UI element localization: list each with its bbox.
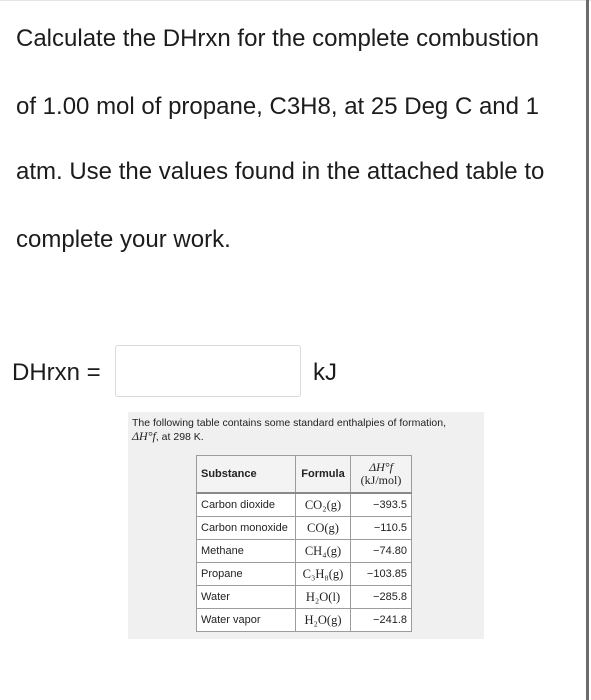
cell-substance: Water — [197, 586, 296, 609]
cell-value: −285.8 — [351, 586, 412, 609]
table-row — [197, 493, 412, 517]
table-row — [197, 540, 412, 563]
caption-line-1: The following table contains some standard enthalpies of formation, — [132, 417, 447, 429]
enthalpy-table-figure — [128, 412, 484, 639]
cell-value: −393.5 — [351, 493, 412, 517]
question-line-3: atm. Use the values found in the attached table to — [16, 158, 545, 185]
cell-formula: CH₄(g) — [296, 540, 351, 563]
caption-rest: , at 298 K. — [155, 431, 204, 443]
table-header-row — [197, 456, 412, 494]
cell-substance: Propane — [197, 563, 296, 586]
cell-substance: Carbon monoxide — [197, 517, 296, 540]
header-dh — [351, 456, 412, 494]
cell-formula: H₂O(l) — [296, 586, 351, 609]
answer-label: DHrxn = — [12, 359, 101, 386]
table-row — [197, 609, 412, 632]
cell-value: −74.80 — [351, 540, 412, 563]
cell-formula: CO(g) — [296, 517, 351, 540]
question-line-4: complete your work. — [16, 226, 231, 253]
cell-formula: C₃H₈(g) — [296, 563, 351, 586]
cell-value: −110.5 — [351, 517, 412, 540]
scrollbar-track[interactable] — [586, 0, 589, 700]
cell-value: −241.8 — [351, 609, 412, 632]
cell-substance: Water vapor — [197, 609, 296, 632]
caption-symbol: ΔH°f — [132, 429, 156, 443]
unit-label: kJ — [313, 359, 337, 386]
question-line-2: of 1.00 mol of propane, C3H8, at 25 Deg C and 1 — [16, 93, 539, 120]
table-row — [197, 517, 412, 540]
cell-formula: CO₂(g) — [296, 493, 351, 517]
header-dh-unit: (kJ/mol) — [360, 473, 402, 487]
table-caption — [132, 417, 446, 444]
cell-formula: H₂O(g) — [296, 609, 351, 632]
question-line-1: Calculate the DHrxn for the complete combustion — [16, 25, 539, 52]
enthalpy-table — [196, 455, 412, 632]
header-dh-symbol: ΔH°f — [369, 460, 393, 474]
header-substance: Substance — [197, 456, 296, 494]
cell-substance: Methane — [197, 540, 296, 563]
top-divider — [0, 0, 591, 1]
table-row — [197, 586, 412, 609]
cell-value: −103.85 — [351, 563, 412, 586]
cell-substance: Carbon dioxide — [197, 493, 296, 517]
header-formula: Formula — [296, 456, 351, 494]
answer-input[interactable] — [115, 345, 301, 397]
table-row — [197, 563, 412, 586]
